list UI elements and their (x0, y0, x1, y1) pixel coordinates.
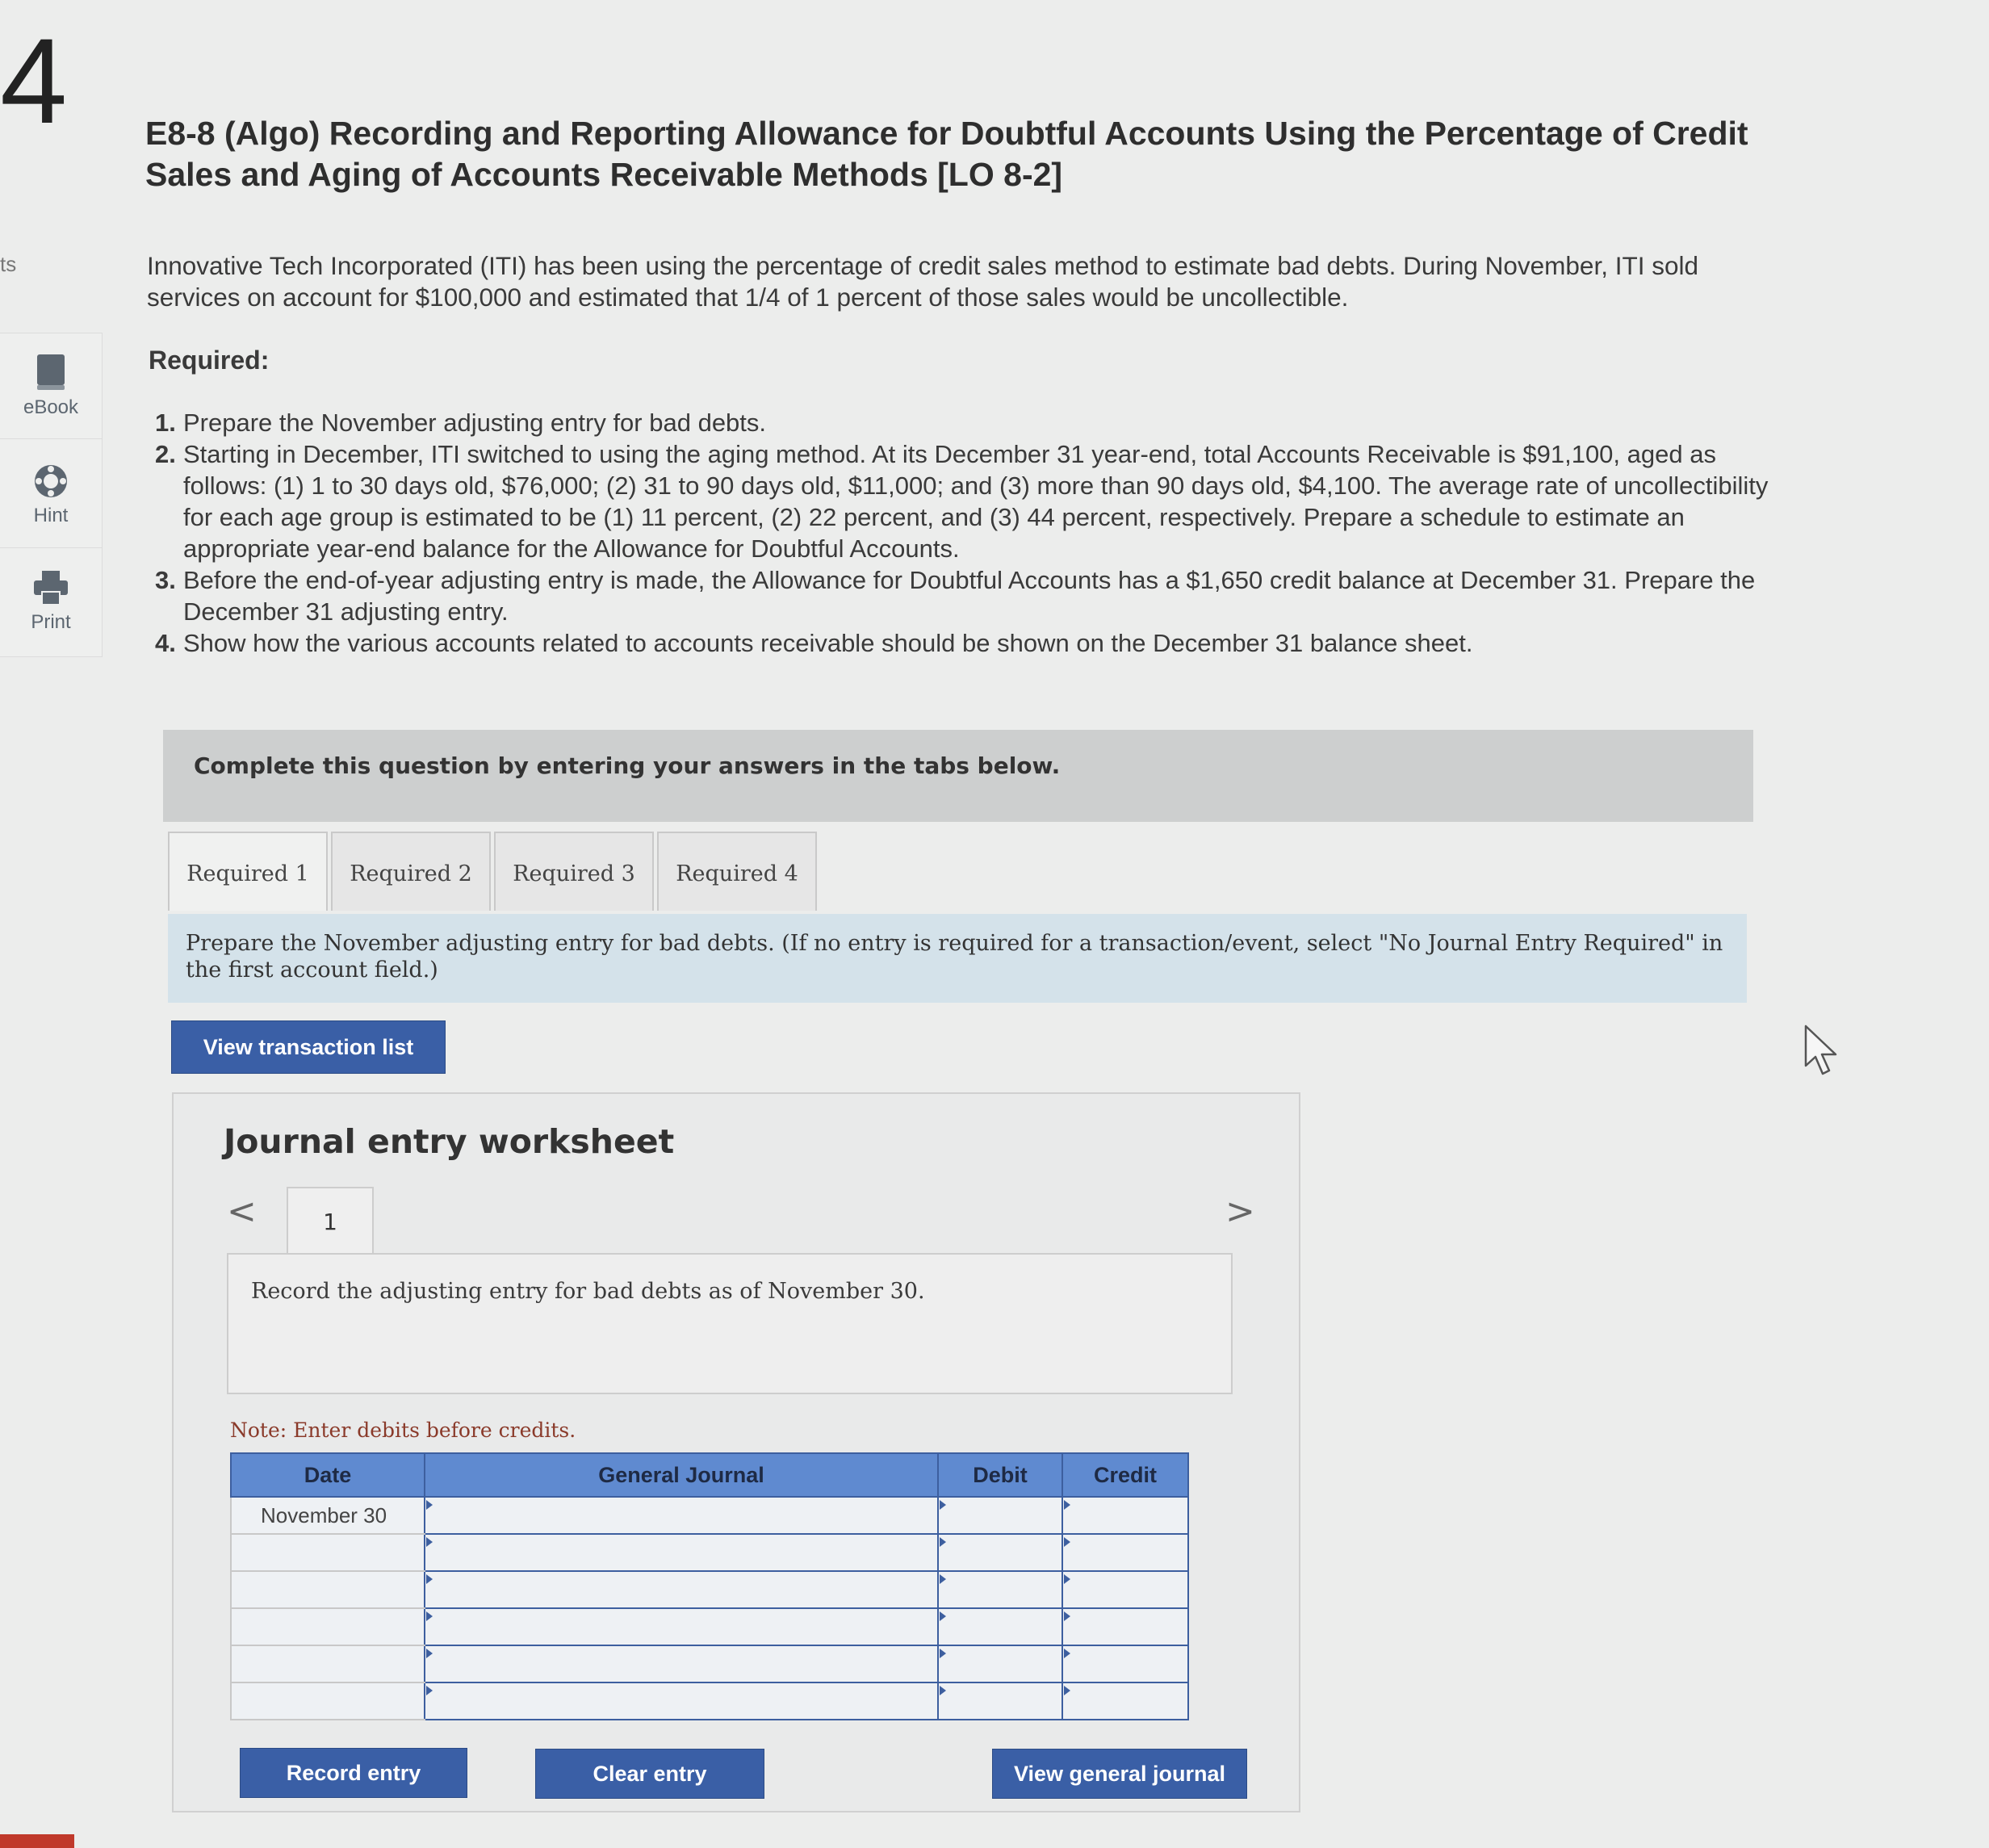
sidebar-item-ebook[interactable] (0, 353, 102, 419)
account-select[interactable] (425, 1497, 938, 1534)
journal-entry-worksheet (172, 1092, 1300, 1812)
list-item-number: 1. (155, 409, 176, 437)
entry-description: Record the adjusting entry for bad debts as of November 30. (227, 1253, 1233, 1394)
date-cell (231, 1534, 425, 1571)
next-entry-arrow[interactable]: > (1225, 1191, 1255, 1232)
clear-entry-button[interactable]: Clear entry (535, 1749, 764, 1799)
side-label-fragment: ts (0, 252, 17, 276)
book-icon (34, 353, 68, 392)
column-header-credit: Credit (1062, 1453, 1188, 1497)
sidebar-item-label: eBook (23, 396, 79, 418)
list-item-text: Prepare the November adjusting entry for bad debts. (183, 409, 767, 437)
entry-page-tab[interactable]: 1 (287, 1187, 374, 1255)
credit-input[interactable] (1062, 1608, 1188, 1645)
table-row (231, 1497, 1188, 1534)
worksheet-title: Journal entry worksheet (224, 1122, 675, 1161)
date-cell: November 30 (231, 1497, 425, 1534)
logo-strip (0, 1834, 74, 1848)
credit-input[interactable] (1062, 1682, 1188, 1720)
sidebar-item-print[interactable] (0, 569, 102, 634)
list-item (155, 407, 1794, 438)
list-item-text: Show how the various accounts related to accounts receivable should be shown on the December 31 balance sheet. (183, 629, 1473, 657)
page-title: E8-8 (Algo) Recording and Reporting Allowance for Doubtful Accounts Using the Percentage of Credit Sales and Aging of Accounts Receivable Methods [LO 8-2] (145, 115, 1748, 193)
debit-input[interactable] (938, 1682, 1062, 1720)
column-header-date: Date (231, 1453, 425, 1497)
view-general-journal-button[interactable]: View general journal (992, 1749, 1247, 1799)
column-header-general-journal: General Journal (425, 1453, 938, 1497)
list-item-text: Before the end-of-year adjusting entry is made, the Allowance for Doubtful Accounts has a $1,650 credit balance at December 31. Prepare the December 31 adjusting entry. (183, 566, 1756, 626)
list-item-number: 3. (155, 566, 176, 594)
table-row (231, 1534, 1188, 1571)
date-cell (231, 1645, 425, 1682)
debit-input[interactable] (938, 1571, 1062, 1608)
account-select[interactable] (425, 1645, 938, 1682)
list-item-number: 2. (155, 440, 176, 468)
tab-required-4[interactable]: Required 4 (657, 832, 817, 911)
table-row (231, 1571, 1188, 1608)
list-item (155, 438, 1794, 564)
debit-input[interactable] (938, 1645, 1062, 1682)
debit-input[interactable] (938, 1497, 1062, 1534)
date-cell (231, 1682, 425, 1720)
sidebar-item-label: Hint (33, 505, 69, 526)
account-select[interactable] (425, 1608, 938, 1645)
tab-required-3[interactable]: Required 3 (494, 832, 654, 911)
table-row (231, 1608, 1188, 1645)
list-item (155, 564, 1794, 627)
printer-icon (32, 569, 69, 606)
debit-input[interactable] (938, 1534, 1062, 1571)
sidebar-item-label: Print (31, 611, 71, 633)
view-transaction-list-button[interactable]: View transaction list (171, 1020, 446, 1074)
mouse-cursor-icon (1803, 1024, 1839, 1077)
required-heading: Required: (149, 346, 270, 375)
intro-text: Innovative Tech Incorporated (ITI) has been using the percentage of credit sales method to estimate bad debts. During November, ITI sold services on account for $100,000 and estimated that 1/4 of 1 percent of those sales would be uncollectible. (147, 251, 1698, 312)
account-select[interactable] (425, 1571, 938, 1608)
list-item-text: Starting in December, ITI switched to using the aging method. At its December 31 year-end, total Accounts Receivable is $91,100, aged as follows: (1) 1 to 30 days old, $76,000; (2) 31 to 90 days old, $11,000; and (3) more than 90 days old, $4,100. The average rate of uncollectibility for each age group is estimated to be (1) 11 percent, (2) 22 percent, and (3) 44 percent, respectively. Prepare a schedule to estimate an appropriate year-end balance for the Allowance for Doubtful Accounts. (183, 440, 1769, 563)
column-header-debit: Debit (938, 1453, 1062, 1497)
sidebar (0, 333, 103, 657)
date-cell (231, 1571, 425, 1608)
table-row (231, 1682, 1188, 1720)
credit-input[interactable] (1062, 1571, 1188, 1608)
record-entry-button[interactable]: Record entry (240, 1748, 467, 1798)
list-item-number: 4. (155, 629, 176, 657)
list-item (155, 627, 1794, 659)
lifebuoy-icon (32, 463, 69, 500)
tab-instruction: Prepare the November adjusting entry for bad debts. (If no entry is required for a transaction/event, select "No Journal Entry Required" in the first account field.) (168, 914, 1747, 1003)
debit-input[interactable] (938, 1608, 1062, 1645)
credit-input[interactable] (1062, 1534, 1188, 1571)
table-row (231, 1645, 1188, 1682)
complete-banner-text: Complete this question by entering your answers in the tabs below. (194, 752, 1061, 779)
date-cell (231, 1608, 425, 1645)
question-number: 4 (0, 13, 68, 149)
account-select[interactable] (425, 1682, 938, 1720)
debit-credit-note: Note: Enter debits before credits. (230, 1418, 576, 1442)
prev-entry-arrow[interactable]: < (227, 1191, 257, 1232)
sidebar-item-hint[interactable] (0, 463, 102, 527)
tab-required-2[interactable]: Required 2 (331, 832, 491, 911)
credit-input[interactable] (1062, 1645, 1188, 1682)
journal-table (230, 1452, 1189, 1720)
account-select[interactable] (425, 1534, 938, 1571)
complete-banner (163, 730, 1753, 822)
required-list (155, 407, 1794, 659)
credit-input[interactable] (1062, 1497, 1188, 1534)
tab-required-1[interactable]: Required 1 (168, 832, 328, 911)
